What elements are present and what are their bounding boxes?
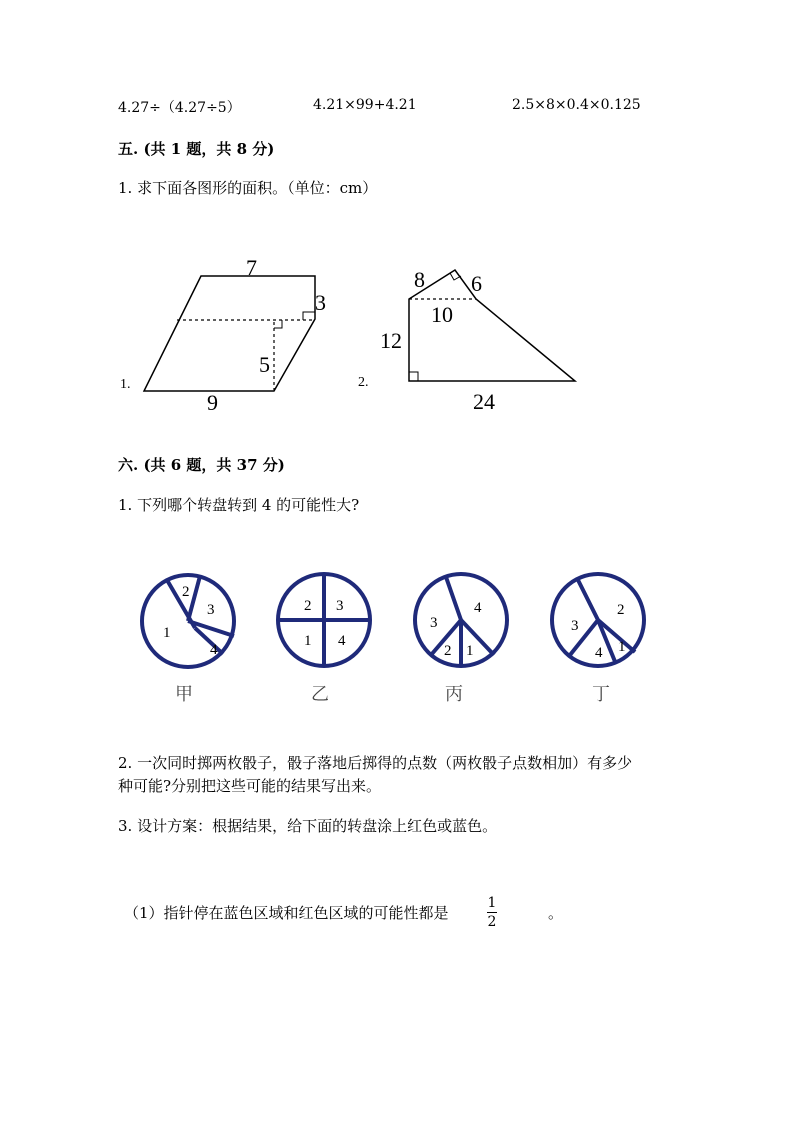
spinner-ding-number-1: 3 (571, 618, 579, 634)
figure-2-label-a: 8 (414, 267, 425, 292)
spinner-jia (142, 575, 234, 667)
spinner-bing-number-4: 1 (466, 643, 474, 659)
spinner-bing-number-1: 3 (430, 615, 438, 631)
section-5-heading: 五. (共 1 题，共 8 分) (118, 140, 275, 158)
section-6-question-3-sub-1-end: 。 (548, 904, 564, 922)
figure-2-label-d: 12 (380, 328, 402, 353)
spinner-ding-number-3: 4 (595, 645, 603, 661)
section-6-question-2-line-1: 2. 一次同时掷两枚骰子，骰子落地后掷得的点数（两枚骰子点数相加）有多少 (118, 754, 633, 772)
spinner-jia-number-1: 2 (182, 584, 190, 600)
area-figures (0, 0, 794, 430)
spinner-bing-number-3: 2 (444, 643, 452, 659)
figure-1-right-label: 3 (315, 290, 326, 315)
figure-2-label-b: 6 (471, 271, 482, 296)
spinner-ding-number-2: 2 (617, 602, 625, 618)
section-6-question-3-sub-1: （1）指针停在蓝色区域和红色区域的可能性都是 (124, 904, 449, 922)
spinner-yi-number-3: 1 (304, 633, 312, 649)
spinner-jia-number-3: 1 (163, 625, 171, 641)
fraction-numerator: 1 (487, 895, 497, 911)
spinner-ding-number-4: 1 (618, 639, 626, 655)
figure-1-top-label: 7 (246, 255, 257, 280)
figure-2-number: 2. (358, 375, 369, 390)
spinner-yi-number-2: 3 (336, 598, 344, 614)
fraction-bar (487, 912, 497, 913)
spinner-bing-number-2: 4 (474, 600, 482, 616)
calc-expression-3: 2.5×8×0.4×0.125 (512, 97, 641, 113)
spinner-ding (552, 574, 644, 666)
section-5-question-1: 1. 求下面各图形的面积。（单位：cm） (118, 179, 378, 197)
spinners (0, 560, 794, 710)
spinner-yi-number-4: 4 (338, 633, 346, 649)
calc-expression-2: 4.21×99+4.21 (313, 97, 417, 113)
section-6-heading: 六. (共 6 题，共 37 分) (118, 456, 285, 474)
spinner-bing (415, 574, 507, 666)
spinner-jia-number-2: 3 (207, 602, 215, 618)
section-6-question-2-line-2: 种可能?分别把这些可能的结果写出来。 (118, 777, 382, 795)
calc-expression-1: 4.27÷（4.27÷5） (118, 100, 241, 116)
figure-1-number: 1. (120, 377, 131, 392)
figure-1-trapezoid (120, 255, 326, 415)
figure-1-bottom-label: 9 (207, 390, 218, 415)
spinner-yi-label: 乙 (311, 684, 329, 705)
fraction-denominator: 2 (487, 914, 497, 930)
spinner-yi-number-1: 2 (304, 598, 312, 614)
probability-fraction (487, 895, 497, 930)
spinner-yi (278, 574, 370, 666)
figure-2-label-c: 10 (431, 302, 453, 327)
spinner-bing-label: 丙 (445, 684, 463, 705)
section-6-question-1: 1. 下列哪个转盘转到 4 的可能性大? (118, 496, 360, 514)
spinner-jia-number-4: 4 (210, 642, 218, 658)
figure-2-label-e: 24 (473, 389, 495, 414)
section-6-question-3: 3. 设计方案：根据结果，给下面的转盘涂上红色或蓝色。 (118, 817, 498, 835)
spinner-ding-label: 丁 (592, 684, 610, 705)
figure-1-height-label: 5 (259, 352, 270, 377)
spinner-jia-label: 甲 (175, 684, 193, 705)
figure-2-composite (358, 267, 575, 414)
